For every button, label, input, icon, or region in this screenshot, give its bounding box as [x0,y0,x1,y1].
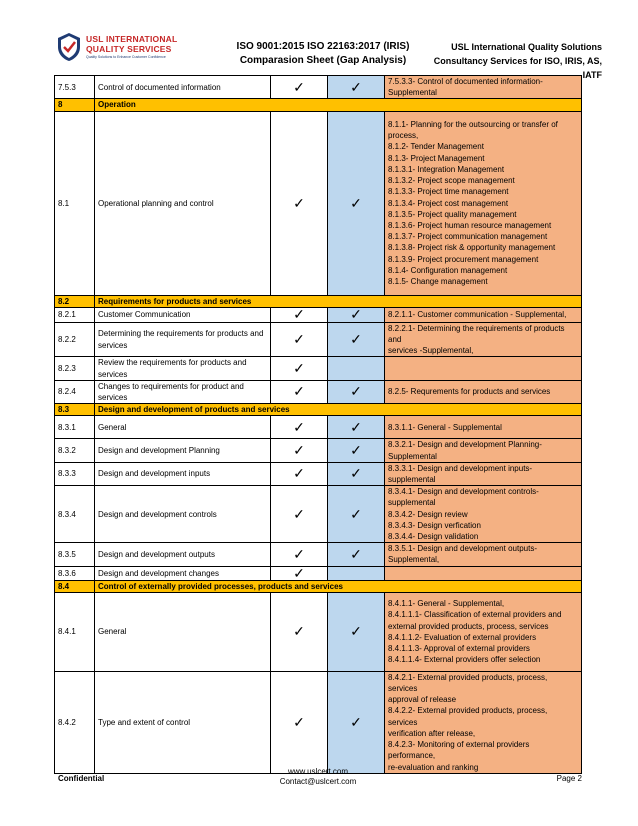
iris-clause-line: 8.1.3.5- Project quality management [388,209,517,219]
iris-clause-cell [385,416,582,439]
table-row [55,671,582,773]
table-row [55,307,582,322]
section-title: Control of externally provided processes, products and services [95,580,582,592]
iris-clause-line: 8.1.3.4- Project cost management [388,198,509,208]
comparison-table-body [55,76,582,774]
iris-clause-cell [385,671,582,773]
iris-clause-line: 8.2.2.1- Determining the requirements of products and [388,323,565,345]
requirement-cell: Design and development changes [95,566,271,580]
document-title [228,40,418,68]
title-line2: Comparasion Sheet (Gap Analysis) [239,55,407,66]
iso-checkmark-icon: ✓ [271,486,328,543]
iris-clause-cell [385,566,582,580]
iris-checkmark-icon: ✓ [328,462,385,485]
company-name: USL International Quality Solutions [451,42,602,52]
page-number: Page 2 [556,774,582,783]
table-row [55,416,582,439]
logo-text-line2: QUALITY SERVICES [86,44,172,54]
table-row [55,111,582,295]
iso-checkmark-icon: ✓ [271,566,328,580]
iris-checkmark-icon: ✓ [328,111,385,295]
iris-clause-line: 8.3.3.1- Design and development inputs-supplemental [388,463,533,485]
iris-clause-line: 8.1.3.1- Integration Management [388,164,505,174]
requirement-cell: Design and development outputs [95,543,271,566]
iris-clause-line: 8.4.2.2- External provided products, process, services [388,706,548,727]
iso-checkmark-icon: ✓ [271,439,328,462]
iris-clause-line: Supplemental [388,88,437,98]
iris-clause-line: supplemental [388,498,436,508]
iso-checkmark-icon: ✓ [271,380,328,403]
iris-clause-line: external provided products, process, services [388,621,549,631]
iris-clause-cell [385,76,582,99]
clause-cell: 8.1 [55,111,95,295]
requirement-cell: Operational planning and control [95,111,271,295]
iris-checkmark-icon: ✓ [328,307,385,322]
iris-clause-line: 8.2.5- Requrements for products and services [388,387,551,397]
logo-text-line1: USL INTERNATIONAL [86,34,178,44]
clause-cell: 8.3.2 [55,439,95,462]
requirement-cell: Review the requirements for products and services [95,357,271,380]
clause-cell: 8.2.1 [55,307,95,322]
iris-clause-line: 8.1.3.9- Project procurement management [388,254,539,264]
iris-empty-cell [328,357,385,380]
section-row [55,580,582,592]
iris-checkmark-icon: ✓ [328,76,385,99]
iris-clause-cell [385,111,582,295]
iris-clause-line: services -Supplemental, [388,346,474,356]
requirement-cell: Determining the requirements for products and services [95,322,271,357]
iris-empty-cell [328,566,385,580]
table-row [55,566,582,580]
iris-clause-line: 7.5.3.3- Control of documented information- [388,77,543,86]
iris-clause-line: 8.1.3- Project Management [388,153,485,163]
clause-cell: 8.3.3 [55,462,95,485]
iris-clause-cell [385,462,582,485]
clause-cell: 8.4.1 [55,592,95,671]
iris-clause-line: process, [388,131,419,141]
iris-clause-line: 8.1.3.6- Project human resource management [388,220,552,230]
iris-clause-cell [385,307,582,322]
iris-clause-line: approval of release [388,695,457,705]
iris-clause-line: 8.1.3.3- Project time management [388,187,509,197]
iso-checkmark-icon: ✓ [271,111,328,295]
iris-clause-line: verification after release, [388,728,476,738]
iris-clause-line: 8.3.4.1- Design and development controls- [388,487,539,497]
clause-cell: 8.4.2 [55,671,95,773]
table-row [55,439,582,462]
footer-website: www.uslcert.com [287,767,348,776]
section-clause: 8.2 [55,295,95,307]
requirement-cell: Control of documented information [95,76,271,99]
iris-checkmark-icon: ✓ [328,671,385,773]
footer-email: Contact@uslcert.com [279,777,357,786]
iris-checkmark-icon: ✓ [328,416,385,439]
section-clause: 8.3 [55,404,95,416]
clause-cell: 8.2.2 [55,322,95,357]
clause-cell: 8.3.4 [55,486,95,543]
iris-checkmark-icon: ✓ [328,592,385,671]
iris-clause-line: 8.3.1.1- General - Supplemental [388,422,502,432]
comparison-table [54,75,582,774]
iris-clause-line: 8.4.2.3- Monitoring of external providers performance, [388,740,530,761]
section-title: Requirements for products and services [95,295,582,307]
iso-checkmark-icon: ✓ [271,671,328,773]
iris-clause-line: 8.3.4.3- Design verfication [388,520,481,530]
clause-cell: 8.3.5 [55,543,95,566]
iris-clause-line: Supplemental [388,451,437,461]
iris-checkmark-icon: ✓ [328,380,385,403]
iris-clause-line: 8.2.1.1- Customer communication - Supplemental, [388,310,567,320]
iris-checkmark-icon: ✓ [328,486,385,543]
company-logo [56,32,178,66]
requirement-cell: General [95,416,271,439]
table-row [55,357,582,380]
table-row [55,592,582,671]
iris-clause-cell [385,486,582,543]
iso-checkmark-icon: ✓ [271,357,328,380]
section-row [55,404,582,416]
iris-clause-cell [385,357,582,380]
page-header [0,0,638,78]
requirement-cell: Customer Communication [95,307,271,322]
requirement-cell: Changes to requirements for product and services [95,380,271,403]
table-row [55,380,582,403]
iris-clause-cell [385,322,582,357]
iris-clause-line: 8.1.5- Change management [388,276,488,286]
iris-clause-line: 8.1.2- Tender Management [388,142,484,152]
requirement-cell: Type and extent of control [95,671,271,773]
iso-checkmark-icon: ✓ [271,543,328,566]
iris-clause-line: 8.1.3.7- Project communication management [388,232,548,242]
clause-cell: 7.5.3 [55,76,95,99]
iris-checkmark-icon: ✓ [328,439,385,462]
iso-checkmark-icon: ✓ [271,462,328,485]
iris-clause-line: 8.3.4.4- Design validation [388,532,479,542]
iris-clause-line: Supplemental, [388,555,440,565]
requirement-cell: Design and development controls [95,486,271,543]
iris-clause-line: 8.4.1.1- General - Supplemental, [388,599,505,609]
iso-checkmark-icon: ✓ [271,307,328,322]
iso-checkmark-icon: ✓ [271,592,328,671]
iso-checkmark-icon: ✓ [271,76,328,99]
iris-clause-cell [385,439,582,462]
clause-cell: 8.3.6 [55,566,95,580]
iris-checkmark-icon: ✓ [328,543,385,566]
table-row [55,322,582,357]
requirement-cell: Design and development inputs [95,462,271,485]
section-row [55,99,582,111]
section-clause: 8.4 [55,580,95,592]
iris-clause-cell [385,543,582,566]
section-clause: 8 [55,99,95,111]
iris-clause-line: 8.4.1.1.4- External providers offer selection [388,655,541,665]
table-row [55,543,582,566]
iris-clause-line: 8.3.5.1- Design and development outputs- [388,544,537,554]
clause-cell: 8.2.3 [55,357,95,380]
iris-checkmark-icon: ✓ [328,322,385,357]
section-row [55,295,582,307]
table-row [55,486,582,543]
logo-tagline: Quality Solutions to Enhance Customer Confidence [86,55,166,59]
iris-clause-cell [385,380,582,403]
footer-contact [218,767,418,787]
section-title: Design and development of products and services [95,404,582,416]
company-services: Consultancy Services for ISO, IRIS, AS, IATF [433,56,602,80]
iris-clause-cell [385,592,582,671]
clause-cell: 8.3.1 [55,416,95,439]
iris-clause-line: 8.1.1- Planning for the outsourcing or transfer of [388,120,558,130]
iris-clause-line: 8.1.4- Configuration management [388,265,508,275]
iso-checkmark-icon: ✓ [271,416,328,439]
title-line1: ISO 9001:2015 ISO 22163:2017 (IRIS) [236,41,410,52]
section-title: Operation [95,99,582,111]
iris-clause-line: 8.4.1.1.3- Approval of external providers [388,644,530,654]
iris-clause-line: 8.4.2.1- External provided products, process, services [388,672,548,694]
requirement-cell: General [95,592,271,671]
shield-logo-icon [56,32,82,62]
iris-clause-line: 8.4.1.1.1- Classification of external providers and [388,610,562,620]
iso-checkmark-icon: ✓ [271,322,328,357]
table-row [55,462,582,485]
iris-clause-line: 8.4.1.1.2- Evaluation of external providers [388,632,537,642]
iris-clause-line: 8.3.2.1- Design and development Planning- [388,440,542,450]
iris-clause-line: re-evaluation and ranking [388,762,479,772]
confidential-label: Confidential [58,774,105,783]
requirement-cell: Design and development Planning [95,439,271,462]
iris-clause-line: 8.3.4.2- Design review [388,509,468,519]
iris-clause-line: 8.1.3.8- Project risk & opportunity management [388,243,556,253]
iris-clause-line: 8.1.3.2- Project scope management [388,176,515,186]
clause-cell: 8.2.4 [55,380,95,403]
table-row [55,76,582,99]
